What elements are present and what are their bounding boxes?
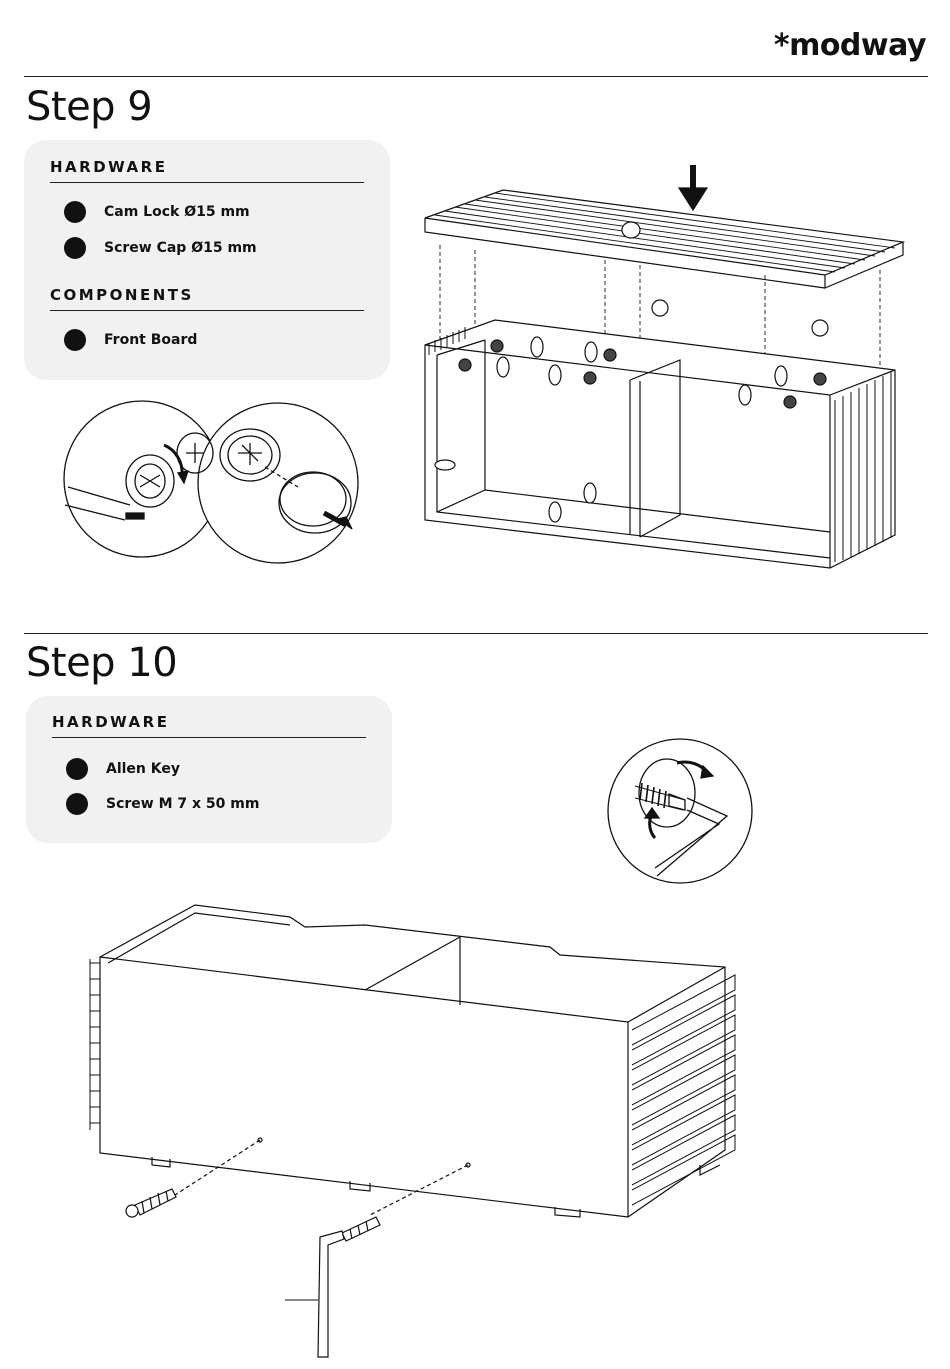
step-9-component-item <box>64 329 197 351</box>
part-marker-icon <box>64 201 86 223</box>
step-9-assembly-illustration <box>415 160 910 575</box>
part-marker-icon <box>64 237 86 259</box>
step-9-components-heading: COMPONENTS <box>50 286 364 311</box>
part-marker-icon <box>64 329 86 351</box>
part-marker-icon <box>66 793 88 815</box>
step-10-screw-detail-illustration <box>607 738 757 888</box>
step-10-divider <box>24 633 928 634</box>
step-10-hardware-label: Screw M 7 x 50 mm <box>106 796 260 812</box>
step-10-parts-panel <box>26 696 392 843</box>
part-marker-icon <box>66 758 88 780</box>
step-10-hardware-item <box>66 793 259 815</box>
step-10-hardware-heading: HARDWARE <box>52 713 366 738</box>
step-10-assembly-illustration <box>80 895 750 1360</box>
step-9-hardware-item <box>64 237 257 259</box>
step-9-component-label: Front Board <box>104 332 198 348</box>
step-9-title: Step 9 <box>26 84 153 130</box>
step-10-title: Step 10 <box>26 640 178 686</box>
step-9-hardware-label: Cam Lock Ø15 mm <box>104 204 250 220</box>
step-9-hardware-item <box>64 201 250 223</box>
step-9-parts-panel <box>24 140 390 380</box>
step-10-hardware-label: Allen Key <box>106 761 180 777</box>
step-10-hardware-item <box>66 758 180 780</box>
step-9-hardware-label: Screw Cap Ø15 mm <box>104 240 257 256</box>
step-9-divider <box>24 76 928 77</box>
step-9-cam-lock-detail-illustration <box>60 395 360 570</box>
step-9-hardware-heading: HARDWARE <box>50 158 364 183</box>
brand-logo: *modway <box>773 28 926 63</box>
